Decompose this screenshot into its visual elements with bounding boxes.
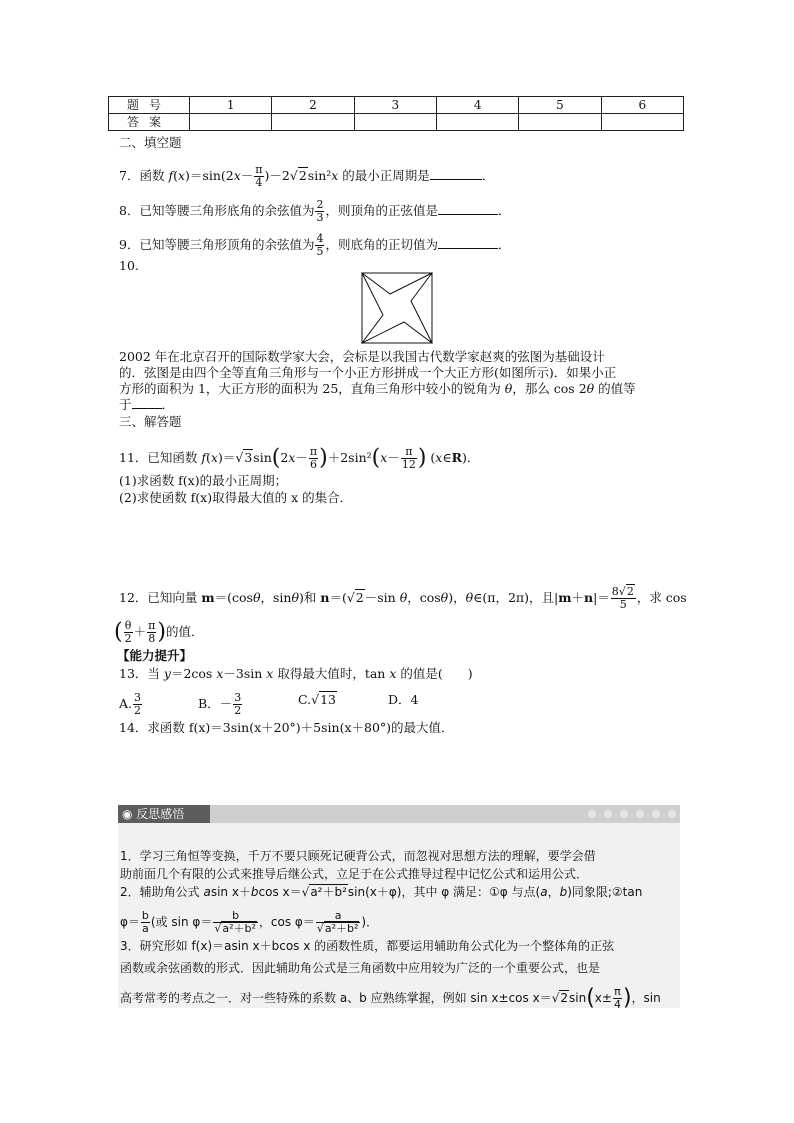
answer-cell[interactable] xyxy=(354,114,436,131)
reflect-line-3: 2．辅助角公式 asin x＋bcos x＝√a²＋b²sin(x＋φ)，其中 φ 满足：①φ 与点(a，b)同象限;②tan xyxy=(120,885,643,899)
reflect-text: sin x＋ xyxy=(210,885,251,899)
reflect-var: b xyxy=(559,885,568,899)
question-12-line-2: ( $\frac{\theta}{2}$ ＋ $\frac{\pi}{8}$ )的值． xyxy=(114,619,204,645)
triangle-left xyxy=(362,273,383,343)
q13-option-label: B．－ xyxy=(198,696,233,711)
q11-frac-num: π xyxy=(309,445,318,458)
table-cell: 6 xyxy=(601,97,683,114)
reflect-frac-den: √a²＋b² xyxy=(214,922,256,935)
q13-frac-den: 2 xyxy=(134,704,142,717)
reflect-line-6: 函数或余弦函数的形式．因此辅助角公式是三角函数中应用较为广泛的一个重要公式，也是 xyxy=(120,961,601,975)
q13-option-d[interactable]: D．4 xyxy=(388,692,419,707)
reflect-var: b xyxy=(250,885,259,899)
q8-fraction xyxy=(315,199,324,224)
decor-dot xyxy=(588,810,596,818)
q12-vector: n xyxy=(320,590,330,605)
reflect-line-4 xyxy=(120,910,378,935)
q11-part-1: (1)求函数 f(x)的最小正周期； xyxy=(119,473,288,488)
reflect-frac-num: b xyxy=(213,910,258,923)
q12-frac-num: π xyxy=(148,619,156,632)
reflect-text: )同象限;②tan xyxy=(567,885,643,899)
answer-cell[interactable] xyxy=(519,114,601,131)
q13-var: x xyxy=(266,666,274,681)
q12-fraction xyxy=(147,620,156,645)
q7-var: x xyxy=(331,168,339,183)
q7-radicand: 2 xyxy=(298,168,307,183)
table-header-label: 题号 xyxy=(109,97,190,114)
q10-text: 的值等 xyxy=(594,381,636,396)
answer-blank[interactable] xyxy=(430,179,482,180)
reflect-radicand: a²＋b² xyxy=(310,885,347,899)
q7-fraction xyxy=(254,164,263,189)
reflect-frac-num: a xyxy=(316,910,361,923)
q11-real-set: R xyxy=(451,450,462,465)
reflect-text: 2．辅助角公式 xyxy=(120,885,204,899)
reflect-frac-num: b xyxy=(141,909,149,922)
reflect-radicand: 2 xyxy=(560,991,568,1005)
q8-frac-num: 2 xyxy=(316,198,324,211)
q12-text: |＝ xyxy=(593,590,610,605)
table-cell: 4 xyxy=(436,97,518,114)
q13-text: 13．当 xyxy=(119,666,164,681)
q13-var: x xyxy=(389,666,397,681)
q11-text: ( xyxy=(206,450,211,465)
q12-var: θ xyxy=(291,590,299,605)
q9-text: ． xyxy=(497,237,511,252)
q7-text: 的最小正周期是 xyxy=(338,168,430,183)
question-12-line-1: 12．已知向量 m＝(cosθ，sinθ)和 n＝(√2－sin θ，cosθ)，θ∈(π，2π)，且|m＋n|＝ $\frac{8√2}{5}$ ，求 cos xyxy=(119,585,687,611)
reflect-title: ◉ 反思感悟 xyxy=(118,805,210,823)
q13-text: 的值是( ) xyxy=(396,666,473,681)
question-9 xyxy=(119,233,511,258)
q13-fraction xyxy=(133,692,142,717)
q11-text: ( xyxy=(426,450,436,465)
section-ability: 【能力提升】 xyxy=(117,648,193,663)
reflect-text: ，sin xyxy=(631,991,661,1005)
table-row xyxy=(109,114,684,131)
reflect-line-5: 3．研究形如 f(x)＝asin x＋bcos x 的函数性质，都要运用辅助角公式化为一个整体角的正弦 xyxy=(120,939,615,953)
q13-option-label: A. xyxy=(119,696,133,711)
decor-dot xyxy=(620,810,628,818)
triangle-top xyxy=(362,273,432,294)
q10-text: ，那么 cos 2 xyxy=(512,381,587,396)
reflect-frac-den: 4 xyxy=(613,998,621,1011)
q7-text: 7．函数 xyxy=(119,168,169,183)
q7-var: x xyxy=(233,168,241,183)
reflect-frac-den: √a²＋b² xyxy=(316,922,359,935)
reflect-text: (或 sin φ＝ xyxy=(150,915,213,929)
q13-frac-num: 3 xyxy=(234,691,242,704)
q10-var: θ xyxy=(504,381,513,396)
q11-radicand: 3 xyxy=(244,450,253,465)
q10-var: θ xyxy=(586,381,595,396)
outer-square xyxy=(362,273,432,343)
q12-frac-den: 2 xyxy=(124,632,132,645)
question-7: 7．函数 f(x)＝sin(2x－ $\frac{\pi}{4}$ )－2√2sin²x 的最小正周期是 ． xyxy=(119,163,495,189)
reflect-frac-den: a xyxy=(142,922,149,935)
q11-frac-den: 12 xyxy=(401,458,416,471)
q7-frac-den: 4 xyxy=(255,176,263,189)
answer-cell[interactable] xyxy=(601,114,683,131)
q7-text: )＝sin(2 xyxy=(185,168,234,183)
q12-text: ，求 cos xyxy=(636,590,687,605)
q11-text: － xyxy=(295,450,308,465)
reflect-text: φ＝ xyxy=(120,915,140,929)
reflect-fraction xyxy=(141,910,150,935)
reflect-fraction xyxy=(613,986,622,1011)
q8-text: ，则顶角的正弦值是 xyxy=(325,203,438,218)
triangle-bottom xyxy=(362,322,432,343)
answer-cell[interactable] xyxy=(190,114,272,131)
reflect-fraction xyxy=(213,910,258,935)
q12-text: )， xyxy=(448,590,466,605)
q10-text: ． xyxy=(161,397,175,412)
question-14: 14．求函数 f(x)＝3sin(x＋20°)＋5sin(x＋80°)的最大值． xyxy=(119,720,454,735)
answer-blank[interactable] xyxy=(438,248,498,249)
q7-frac-num: π xyxy=(255,163,263,176)
q7-text: sin² xyxy=(307,168,332,183)
q11-text: － xyxy=(387,450,400,465)
question-13 xyxy=(119,666,473,682)
q12-frac-num: 8√2 xyxy=(611,585,634,598)
q8-text: 8．已知等腰三角形底角的余弦值为 xyxy=(119,203,315,218)
reflect-line-2: 助前面几个有限的公式来推导后继公式，立足于在公式推导过程中记忆公式和运用公式． xyxy=(120,867,589,881)
answer-table xyxy=(108,96,684,131)
q10-line-1: 2002 年在北京召开的国际数学家大会，会标是以我国古代数学家赵爽的弦图为基础设计 xyxy=(119,349,605,364)
q9-frac-den: 5 xyxy=(316,245,324,258)
q13-option-c[interactable]: C.√13 xyxy=(298,692,336,707)
reflect-line-7: 高考常考的考点之一．对一些特殊的系数 a、b 应熟练掌握，例如 sin x±cos x＝√2sin(x± $\frac{\pi}{4}$ )，sin xyxy=(120,985,661,1011)
answer-blank[interactable] xyxy=(132,408,162,409)
table-cell: 5 xyxy=(519,97,601,114)
q12-fraction xyxy=(124,620,133,645)
q9-text: ，则底角的正切值为 xyxy=(325,237,438,252)
q12-var: θ xyxy=(252,590,261,605)
q12-text: ，cos xyxy=(407,590,441,605)
reflect-var: a xyxy=(203,885,211,899)
q9-frac-num: 4 xyxy=(316,232,324,245)
q7-text: ( xyxy=(173,168,178,183)
zhao-shuang-string-diagram xyxy=(361,272,433,344)
q12-var: θ xyxy=(399,590,408,605)
q8-frac-den: 3 xyxy=(316,211,324,224)
reflect-frac-num: π xyxy=(614,985,621,998)
decor-dot xyxy=(604,810,612,818)
reflect-line-1: 1．学习三角恒等变换，千万不要只顾死记硬背公式，而忽视对思想方法的理解，要学会借 xyxy=(120,849,596,863)
q11-var: x xyxy=(380,450,388,465)
table-cell: 3 xyxy=(354,97,436,114)
question-11: 11．已知函数 f(x)＝√3sin(2x－ $\frac{\pi}{6}$ )＋2sin²(x－ $\frac{\pi}{12}$ ) (x∈R)． xyxy=(119,445,480,471)
q12-text: 的值． xyxy=(165,624,204,639)
q7-text: － xyxy=(240,168,254,183)
q7-var: f xyxy=(168,168,174,183)
q13-radicand: 13 xyxy=(320,692,336,707)
q13-option-b[interactable] xyxy=(198,692,243,717)
table-answer-label: 答案 xyxy=(109,114,190,131)
q10-line-2: 的．弦图是由四个全等直角三角形与一个小正方形拼成一个大正方形(如图所示)．如果小正 xyxy=(119,365,617,380)
reflect-text: )． xyxy=(361,915,379,929)
q12-text: ＋ xyxy=(571,590,584,605)
q12-vector: m xyxy=(558,590,572,605)
table-cell: 1 xyxy=(190,97,272,114)
q13-option-label: C. xyxy=(298,692,312,707)
q11-text: )． xyxy=(462,450,480,465)
reflect-text: sin(x＋φ)，其中 φ 满足：①φ 与点( xyxy=(347,885,541,899)
q11-text: )＝ xyxy=(217,450,236,465)
reflect-var: a xyxy=(540,885,548,899)
q11-var: f xyxy=(201,450,207,465)
q12-var: θ xyxy=(465,590,474,605)
q11-frac-num: π xyxy=(401,446,417,459)
reflect-text: sin xyxy=(568,991,587,1005)
q13-frac-num: 3 xyxy=(134,691,142,704)
q13-option-a[interactable] xyxy=(119,692,143,717)
q7-text: )－2 xyxy=(264,168,290,183)
q10-text: 方形的面积为 1，大正方形的面积为 25，直角三角形中较小的锐角为 xyxy=(119,381,505,396)
q11-text: sin xyxy=(253,450,272,465)
reflect-text: ，cos φ＝ xyxy=(258,915,315,929)
q13-var: x xyxy=(216,666,224,681)
q12-text: )和 xyxy=(298,590,321,605)
table-cell: 2 xyxy=(272,97,354,114)
reflect-frac-den-radicand: a²＋b² xyxy=(324,922,359,935)
q13-var: y xyxy=(163,666,171,681)
q13-fraction xyxy=(233,692,242,717)
answer-cell[interactable] xyxy=(272,114,354,131)
reflect-fraction xyxy=(316,910,361,935)
q11-var: x xyxy=(210,450,218,465)
decor-dot xyxy=(652,810,660,818)
q13-text: ＝2cos xyxy=(170,666,217,681)
q11-var: x xyxy=(435,450,443,465)
q13-text: 取得最大值时，tan xyxy=(273,666,390,681)
decor-dot xyxy=(668,810,676,818)
q7-var: x xyxy=(177,168,186,183)
q12-text: ，sin xyxy=(260,590,292,605)
section-solutions: 三、解答题 xyxy=(119,414,182,429)
q12-frac-den: 8 xyxy=(148,632,156,645)
decor-dot xyxy=(636,810,644,818)
reflect-frac-den-radicand: a²＋b² xyxy=(222,922,256,935)
q12-var: θ xyxy=(440,590,449,605)
q11-frac-den: 6 xyxy=(310,458,317,471)
q9-text: 9．已知等腰三角形顶角的余弦值为 xyxy=(119,237,315,252)
answer-cell[interactable] xyxy=(436,114,518,131)
q12-text: ＋ xyxy=(133,624,147,639)
q11-var: x xyxy=(288,450,296,465)
q8-text: ． xyxy=(497,203,511,218)
q11-text: 2 xyxy=(280,450,289,465)
q11-fraction xyxy=(309,446,318,471)
q10-text: 于 xyxy=(119,397,132,412)
q11-text: ∈ xyxy=(442,450,452,465)
reflect-text: 高考常考的考点之一．对一些特殊的系数 a、b 应熟练掌握，例如 sin x±cos x＝ xyxy=(120,991,552,1005)
q11-fraction xyxy=(401,446,417,471)
q12-vector: m xyxy=(201,590,215,605)
reflect-text: cos x＝ xyxy=(258,885,302,899)
q12-frac-num-coef: 8 xyxy=(611,585,619,598)
triangle-right xyxy=(411,273,432,343)
reflect-text: x± xyxy=(594,991,612,1005)
q12-frac-num-radicand: 2 xyxy=(626,585,634,598)
question-8 xyxy=(119,199,511,224)
q12-text: ＝( xyxy=(329,590,347,605)
answer-blank[interactable] xyxy=(438,214,498,215)
q9-fraction xyxy=(315,233,324,258)
q12-text: －sin xyxy=(364,590,400,605)
q11-text: 11．已知函数 xyxy=(119,450,202,465)
q10-number: 10. xyxy=(119,258,139,273)
q12-text: ＝(cos xyxy=(214,590,253,605)
q12-fraction xyxy=(611,586,636,611)
q12-vector: n xyxy=(583,590,594,605)
q12-frac-den: 5 xyxy=(619,598,627,611)
q13-text: －3sin xyxy=(223,666,267,681)
q12-text: 12．已知向量 xyxy=(119,590,202,605)
q13-frac-den: 2 xyxy=(234,704,242,717)
q10-line-3 xyxy=(119,381,636,397)
q7-text: ． xyxy=(481,168,495,183)
q11-part-2: (2)求使函数 f(x)取得最大值的 x 的集合． xyxy=(119,490,353,505)
table-row xyxy=(109,97,684,114)
q11-text: ＋2sin² xyxy=(327,450,372,465)
section-fill-blank: 二、填空题 xyxy=(119,135,182,150)
q10-line-4 xyxy=(119,397,174,413)
q12-text: ∈(π，2π)，且| xyxy=(473,590,559,605)
q12-frac-num: θ xyxy=(124,619,132,632)
reflect-text: ， xyxy=(547,885,560,899)
q12-radicand: 2 xyxy=(355,590,364,605)
